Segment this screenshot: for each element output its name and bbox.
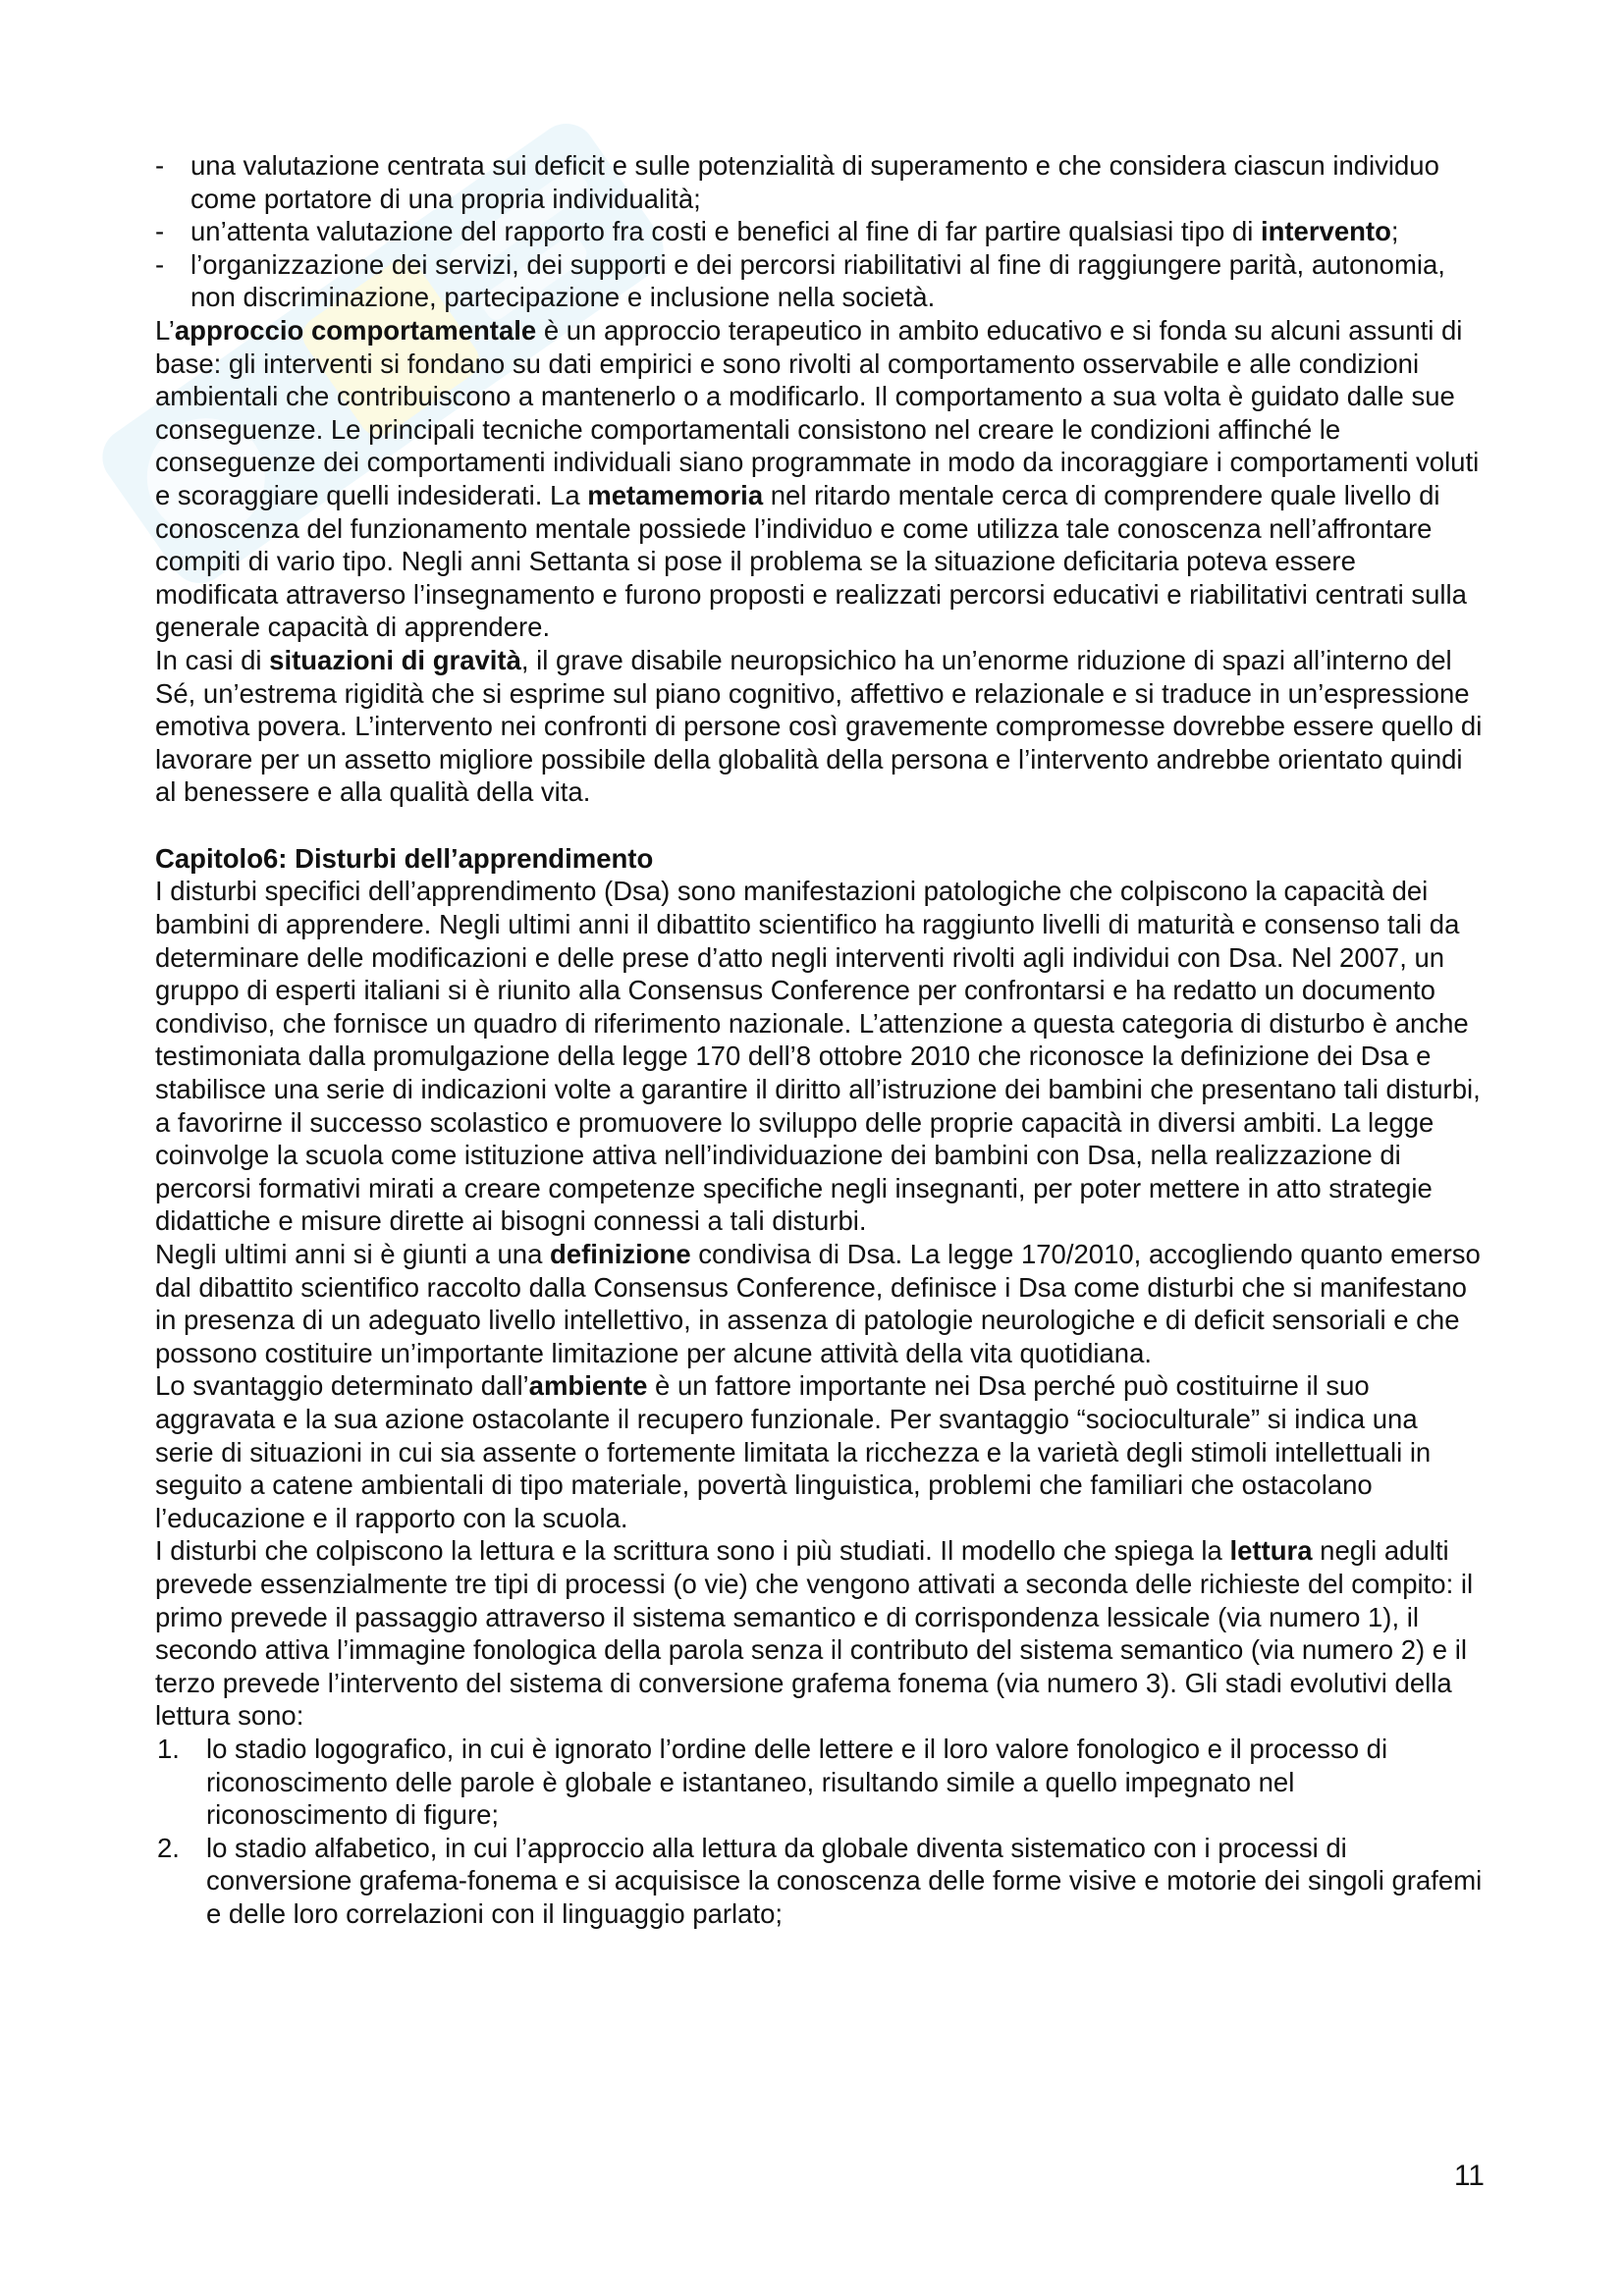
paragraph-severity (155, 644, 1483, 809)
page-content (155, 149, 1483, 1930)
text-run: Lo svantaggio determinato dall’ (155, 1370, 529, 1402)
paragraph-reading (155, 1534, 1483, 1733)
bold-term: ambiente (528, 1370, 648, 1402)
list-marker: - (155, 248, 165, 280)
bold-term: situazioni di gravità (269, 644, 521, 675)
text-run: L’ (155, 314, 175, 346)
bold-term: lettura (1229, 1535, 1313, 1567)
paragraph-definition (155, 1238, 1483, 1369)
bold-term: metamemoria (587, 479, 764, 510)
text-run: I disturbi che colpiscono la lettura e la scrittura sono i più studiati. Il modello che spiega la (155, 1535, 1230, 1567)
paragraph-dsa-intro: I disturbi specifici dell’apprendimento (Dsa) sono manifestazioni patologiche che colpiscono la capacità dei bambini di apprendere. Negli ultimi anni il dibattito scientifico ha raggiunto livelli di maturità e consenso tali da determinare delle modificazioni e delle prese d’atto negli interventi rivolti agli individui con Dsa. Nel 2007, un gruppo di esperti italiani si è riunito alla Consensus Conference per confrontarsi e ha redatto un documento condiviso, che fornisce un quadro di riferimento nazionale. L’attenzione a questa categoria di disturbo è anche testimoniata dalla promulgazione della legge 170 dell’8 ottobre 2010 che riconosce la definizione dei Dsa e stabilisce una serie di indicazioni volte a garantire il diritto all’istruzione dei bambini che presentano tali disturbi, a favorirne il successo scolastico e promuovere lo sviluppo delle proprie capacità in diversi ambiti. La legge coinvolge la scuola come istituzione attiva nell’individuazione dei bambini con Dsa, nella realizzazione di percorsi formativi mirati a creare competenze specifiche negli insegnanti, per poter mettere in atto strategie didattiche e misure dirette ai bisogni connessi a tali disturbi. (155, 876, 1481, 1237)
list-item-text: una valutazione centrata sui deficit e sulle potenzialità di superamento e che considera ciascun individuo come portatore di una propria individualità; (190, 150, 1439, 214)
text-run: , il grave disabile neuropsichico ha un’enorme riduzione di spazi all’interno del Sé, un’estrema rigidità che si esprime sul piano cognitivo, affettivo e relazionale e si traduce in un’espressione emotiva povera. L’intervento nei confronti di persone così gravemente compromesse dovrebbe essere quello di lavorare per un assetto migliore possibile della globalità della persona e l’intervento andrebbe orientato quindi al benessere e alla qualità della vita. (155, 644, 1483, 808)
list-item-text: lo stadio alfabetico, in cui l’approccio alla lettura da globale diventa sistematico con i processi di conversione grafema-fonema e si acquisisce la conoscenza delle forme visive e motorie dei singoli grafemi e delle loro correlazioni con il linguaggio parlato; (206, 1832, 1483, 1929)
paragraph-behavioral-approach (155, 314, 1483, 644)
list-item-text: lo stadio logografico, in cui è ignorato l’ordine delle lettere e il loro valore fonologico e il processo di riconoscimento delle parole è globale e istantaneo, risultando simile a quello impegnato nel riconoscimento di figure; (206, 1733, 1388, 1831)
text-run: condivisa di Dsa. La legge 170/2010, accogliendo quanto emerso dal dibattito scientifico raccolto dalla Consensus Conference, definisce i Dsa come disturbi che si manifestano in presenza di un adeguato livello intellettivo, in assenza di patologie neurologiche e di deficit sensoriali e che possono costituire un’importante limitazione per alcune attività della vita quotidiana. (155, 1239, 1481, 1368)
bold-term: approccio comportamentale (174, 314, 537, 346)
list-item-text: l’organizzazione dei servizi, dei supporti e dei percorsi riabilitativi al fine di raggiungere parità, autonomia, non discriminazione, partecipazione e inclusione nella società. (190, 248, 1445, 313)
bold-term: intervento (1260, 216, 1391, 247)
list-item (155, 1733, 1483, 1832)
list-marker: 2. (157, 1832, 180, 1863)
list-item (155, 149, 1483, 215)
criteria-list (155, 149, 1483, 314)
reading-stages-list (155, 1733, 1483, 1931)
page-number: 11 (1453, 2160, 1485, 2192)
list-item-text: un’attenta valutazione del rapporto fra costi e benefici al fine di far partire qualsiasi tipo di (190, 216, 1261, 247)
list-item-text: ; (1390, 216, 1399, 247)
chapter-heading: Capitolo6: Disturbi dell’apprendimento (155, 842, 654, 874)
list-item (155, 248, 1483, 314)
list-item (155, 1832, 1483, 1931)
list-marker: - (155, 150, 165, 181)
bold-term: definizione (550, 1239, 691, 1269)
list-marker: - (155, 216, 165, 247)
text-run: In casi di (155, 644, 270, 675)
list-item (155, 215, 1483, 248)
text-run: negli adulti prevede essenzialmente tre tipi di processi (o vie) che vengono attivati a seconda delle richieste del compito: il primo prevede il passaggio attraverso il sistema semantico e di corrispondenza lessicale (via numero 1), il secondo attiva l’immagine fonologica della parola senza il contributo del sistema semantico (via numero 2) e il terzo prevede l’intervento del sistema di conversione grafema fonema (via numero 3). Gli stadi evolutivi della lettura sono: (155, 1535, 1474, 1732)
list-marker: 1. (157, 1733, 180, 1764)
paragraph-environment (155, 1369, 1483, 1534)
text-run: è un fattore importante nei Dsa perché può costituirne il suo aggravata e la sua azione ostacolante il recupero funzionale. Per svantaggio “socioculturale” si indica una serie di situazioni in cui sia assente o fortemente limitata la ricchezza e la varietà degli stimoli intellettuali in seguito a catene ambientali di tipo materiale, povertà linguistica, problemi che familiari che ostacolano l’educazione e il rapporto con la scuola. (155, 1370, 1432, 1533)
text-run: è un approccio terapeutico in ambito educativo e si fonda su alcuni assunti di base: gli interventi si fondano su dati empirici e sono rivolti al comportamento osservabile e alle condizioni ambientali che contribuiscono a mantenerlo o a modificarlo. Il comportamento a sua volta è guidato dalle sue conseguenze. Le principali tecniche comportamentali consistono nel creare le condizioni affinché le conseguenze dei comportamenti individuali siano programmate in modo da incoraggiare i comportamenti voluti e scoraggiare quelli indesiderati. La (155, 314, 1480, 510)
text-run: nel ritardo mentale cerca di comprendere quale livello di conoscenza del funzionamento mentale possiede l’individuo e come utilizza tale conoscenza nell’affrontare compiti di vario tipo. Negli anni Settanta si pose il problema se la situazione deficitaria poteva essere modificata attraverso l’insegnamento e furono proposti e realizzati percorsi educativi e riabilitativi centrati sulla generale capacità di apprendere. (155, 479, 1467, 643)
text-run: Negli ultimi anni si è giunti a una (155, 1239, 551, 1269)
